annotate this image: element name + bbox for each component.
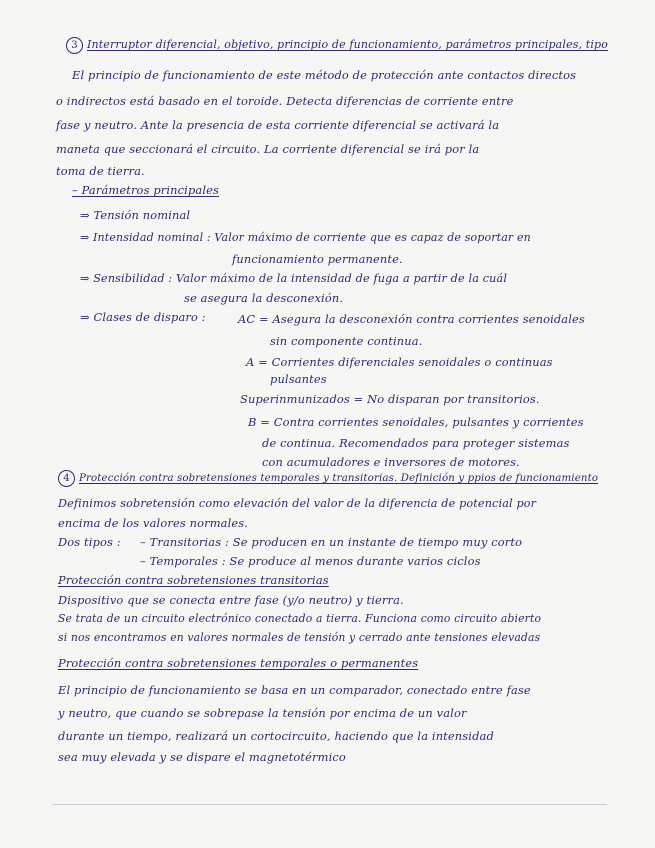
para-line-5: toma de tierra.	[56, 164, 145, 178]
param-tension: ⇒ Tensión nominal	[80, 208, 191, 222]
param-intensidad-line-2: funcionamiento permanente.	[232, 252, 403, 266]
definition-line-1: Definimos sobretensión como elevación del valor de la diferencia de potencial por	[58, 497, 537, 510]
clase-b-line-3: con acumuladores e inversores de motores.	[262, 455, 520, 469]
section-3-title: Interruptor diferencial, objetivo, principio de funcionamiento, parámetros principales, tipo	[87, 38, 609, 51]
section-number-4: 4	[58, 470, 75, 487]
transitorias-heading: Protección contra sobretensiones transitorias	[58, 573, 329, 587]
transitorias-line-2: Se trata de un circuito electrónico conectado a tierra. Funciona como circuito abierto	[58, 612, 542, 625]
para-line-2: o indirectos está basado en el toroide. Detecta diferencias de corriente entre	[56, 94, 514, 108]
clase-superinmunizados: Superinmunizados = No disparan por transitorios.	[240, 392, 540, 406]
definition-line-2: encima de los valores normales.	[58, 516, 249, 530]
transitorias-line-1: Dispositivo que se conecta entre fase (y/o neutro) y tierra.	[58, 593, 404, 607]
clase-b-line-2: de continua. Recomendados para proteger sistemas	[262, 436, 570, 450]
params-heading: – Parámetros principales	[72, 183, 220, 197]
temporales-line-2: y neutro, que cuando se sobrepase la tensión por encima de un valor	[58, 706, 467, 720]
param-sensibilidad-line-2: se asegura la desconexión.	[184, 291, 344, 305]
param-clases-label: ⇒ Clases de disparo :	[80, 310, 206, 324]
section-3-heading	[66, 37, 608, 54]
tipo-transitorias: – Transitorias : Se producen en un instante de tiempo muy corto	[140, 535, 523, 549]
clase-ac-line-2: sin componente continua.	[270, 334, 423, 348]
section-4-heading	[58, 470, 598, 487]
clase-a-line-1: A = Corrientes diferenciales senoidales o continuas	[246, 355, 553, 369]
clase-ac-line-1: AC = Asegura la desconexión contra corrientes senoidales	[238, 312, 585, 326]
para-line-3: fase y neutro. Ante la presencia de esta corriente diferencial se activará la	[56, 118, 500, 132]
page-bottom-rule	[52, 804, 607, 805]
para-line-1: El principio de funcionamiento de este método de protección ante contactos directos	[72, 68, 577, 82]
temporales-heading: Protección contra sobretensiones temporales o permanentes	[58, 656, 419, 670]
temporales-line-1: El principio de funcionamiento se basa en un comparador, conectado entre fase	[58, 683, 531, 697]
transitorias-line-3: si nos encontramos en valores normales de tensión y cerrado ante tensiones elevadas	[58, 631, 541, 644]
temporales-line-3: durante un tiempo, realizará un cortocircuito, haciendo que la intensidad	[58, 729, 494, 743]
section-number-3: 3	[66, 37, 83, 54]
para-line-4: maneta que seccionará el circuito. La corriente diferencial se irá por la	[56, 142, 480, 156]
tipo-temporales: – Temporales : Se produce al menos durante varios ciclos	[140, 554, 481, 568]
clase-b-line-1: B = Contra corrientes senoidales, pulsantes y corrientes	[248, 415, 584, 429]
section-4-title: Protección contra sobretensiones temporales y transitorias. Definición y ppios de funcionamiento	[79, 473, 599, 484]
clase-a-line-2: pulsantes	[270, 372, 327, 386]
tipos-label: Dos tipos :	[58, 535, 121, 549]
param-sensibilidad-line-1: ⇒ Sensibilidad : Valor máximo de la intensidad de fuga a partir de la cuál	[80, 272, 508, 285]
param-intensidad-line-1: ⇒ Intensidad nominal : Valor máximo de corriente que es capaz de soportar en	[80, 231, 531, 244]
temporales-line-4: sea muy elevada y se dispare el magnetotérmico	[58, 750, 346, 764]
